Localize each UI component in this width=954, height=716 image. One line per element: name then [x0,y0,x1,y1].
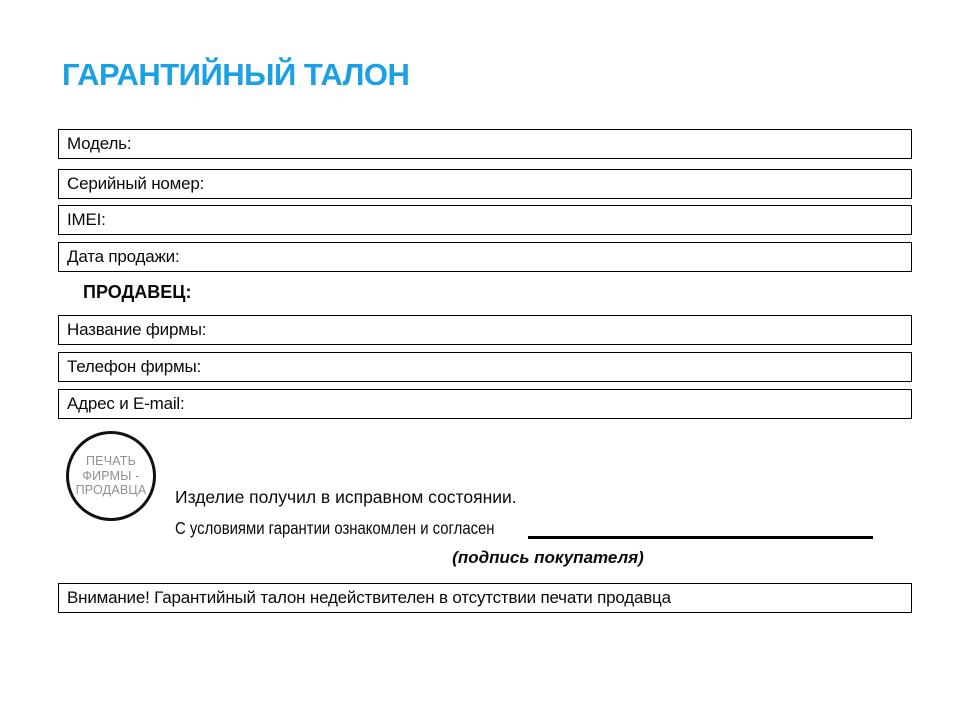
field-company-phone-label: Телефон фирмы: [67,357,202,376]
field-company-name-label: Название фирмы: [67,320,207,339]
field-serial-number-label: Серийный номер: [67,174,205,193]
seller-section-heading: ПРОДАВЕЦ: [83,282,192,302]
page-title: ГАРАНТИЙНЫЙ ТАЛОН [62,57,410,92]
field-company-address-email[interactable] [58,389,912,419]
field-sale-date-label: Дата продажи: [67,247,180,266]
stamp-text-line: ПРОДАВЦА [75,483,147,498]
acknowledgement-line2: С условиями гарантии ознакомлен и согласен [175,518,495,538]
field-company-address-email-label: Адрес и E-mail: [67,394,185,413]
field-model-label: Модель: [67,134,132,153]
field-company-name[interactable] [58,315,912,345]
signature-caption: (подпись покупателя) [452,548,644,567]
stamp-text-line: ФИРМЫ - [82,468,140,483]
warning-notice-text: Внимание! Гарантийный талон недействителен в отсутствии печати продавца [67,588,671,607]
seller-stamp-placeholder [66,431,156,521]
field-company-phone[interactable] [58,352,912,382]
field-imei-label: IMEI: [67,210,106,229]
field-model[interactable] [58,129,912,159]
field-imei[interactable] [58,205,912,235]
acknowledgement-line1: Изделие получил в исправном состоянии. [175,487,517,507]
field-serial-number[interactable] [58,169,912,199]
buyer-signature-line[interactable] [528,536,873,539]
warning-notice-box [58,583,912,613]
field-sale-date[interactable] [58,242,912,272]
stamp-text-line: ПЕЧАТЬ [85,453,137,468]
